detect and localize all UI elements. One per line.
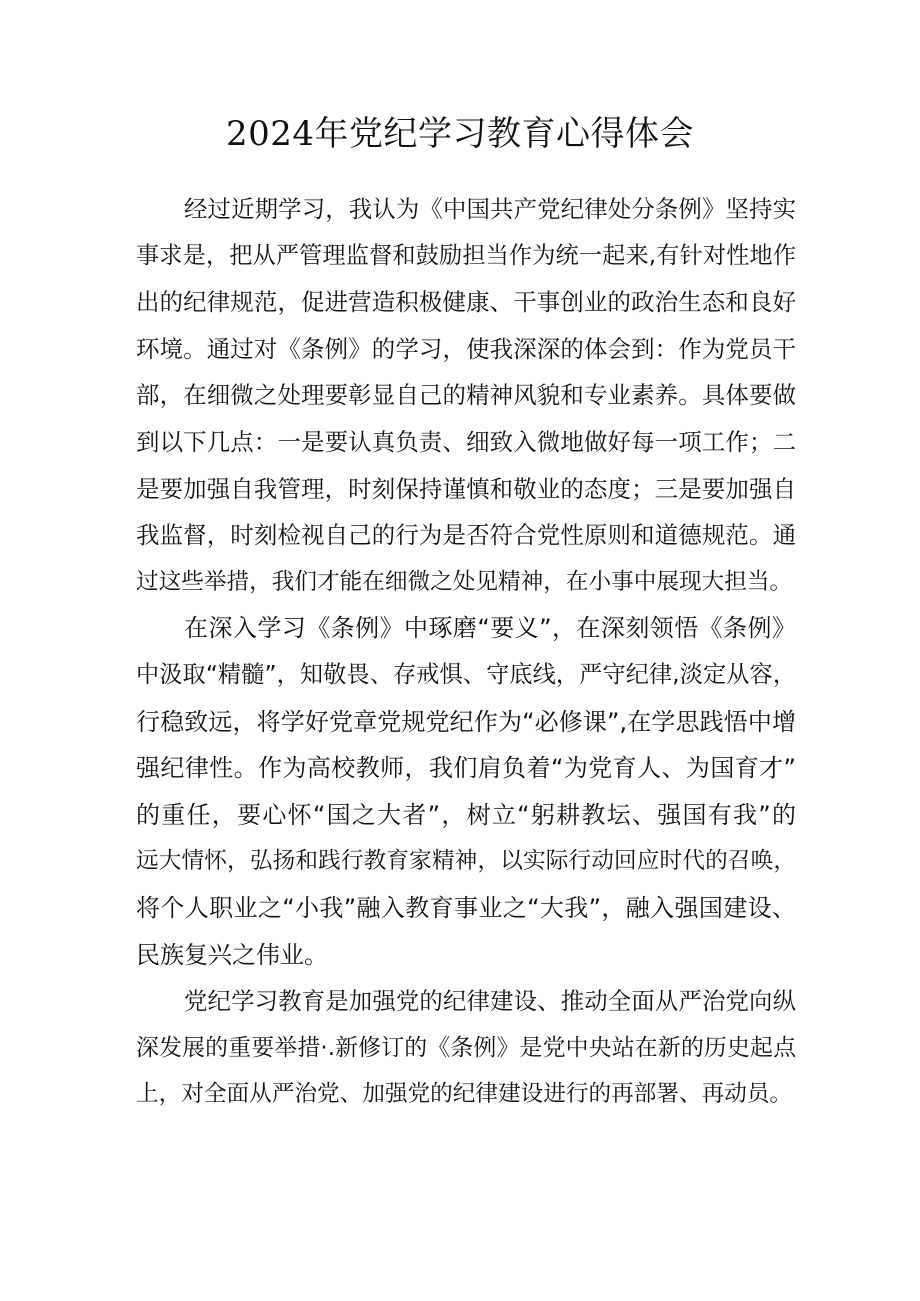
text-line: 上，对全面从严治党、加强党的纪律建设进行的再部署、再动员。 (136, 1081, 793, 1108)
text-line: 行稳致远，将学好党章党规党纪作为“必修课”,在学思践悟中增 (136, 707, 796, 736)
text-line: 深发展的重要举措·.新修订的《条例》是党中央站在新的历史起点 (136, 1034, 796, 1061)
text-line: 远大情怀，弘扬和践行教育家精神，以实际行动回应时代的召唤， (136, 848, 796, 875)
text-line: 强纪律性。作为高校教师，我们肩负着“为党育人、为国育才” (136, 754, 796, 783)
text-line: 我监督，时刻检视自己的行为是否符合党性原则和道德规范。通 (136, 521, 796, 550)
document-title: 2024年党纪学习教育心得体会 (225, 114, 695, 154)
text-line: 是要加强自我管理，时刻保持谨慎和敬业的态度；三是要加强自 (136, 474, 796, 503)
text-line: 在深入学习《条例》中琢磨“要义”，在深刻领悟《条例》 (184, 614, 796, 643)
paragraph-2 (136, 605, 796, 978)
paragraph-3 (136, 978, 796, 1118)
paragraph-1 (136, 186, 796, 605)
document-body (136, 186, 796, 1118)
text-line: 部，在细微之处理要彰显自己的精神风貌和专业素养。具体要做 (136, 381, 796, 410)
text-line: 出的纪律规范，促进营造积极健康、干事创业的政治生态和良好 (136, 288, 796, 317)
text-line: 将个人职业之“小我”融入教育事业之“大我”，融入强国建设、 (136, 893, 796, 922)
text-line: 事求是，把从严管理监督和鼓励担当作为统一起来,有针对性地作 (136, 241, 796, 269)
text-line: 的重任，要心怀“国之大者”，树立“躬耕教坛、强国有我”的 (136, 800, 796, 829)
text-line: 过这些举措，我们才能在细微之处见精神，在小事中展现大担当。 (136, 568, 793, 595)
text-line: 党纪学习教育是加强党的纪律建设、推动全面从严治党向纵 (184, 987, 796, 1016)
text-line: 民族复兴之伟业。 (136, 940, 328, 969)
text-line: 中汲取“精髓”，知敬畏、存戒惧、守底线，严守纪律,淡定从容， (136, 661, 796, 688)
text-line: 环境。通过对《条例》的学习，使我深深的体会到：作为党员干 (136, 334, 796, 363)
text-line: 经过近期学习，我认为《中国共产党纪律处分条例》坚持实 (184, 195, 796, 223)
text-line: 到以下几点：一是要认真负责、细致入微地做好每一项工作；二 (136, 427, 796, 456)
